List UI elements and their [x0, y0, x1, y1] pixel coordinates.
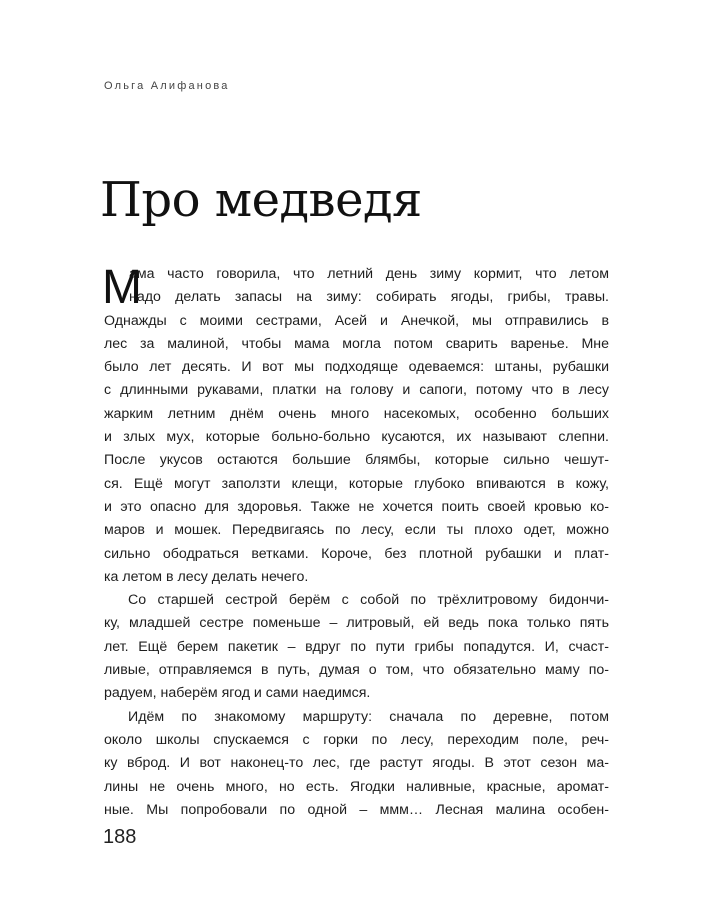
text-line: около школы спускаемся с горки по лесу, переходим поле, реч-: [104, 731, 609, 748]
text-line: Идём по знакомому маршруту: сначала по деревне, потом: [128, 708, 609, 725]
text-line: и злых мух, которые больно-больно кусаются, их называют слепни.: [104, 429, 609, 446]
text-line: ама часто говорила, что летний день зиму кормит, что летом: [129, 266, 609, 282]
text-line: сильно ободраться ветками. Короче, без плотной рубашки и плат-: [104, 545, 609, 562]
chapter-title: Про медведя: [100, 172, 422, 228]
text-line: маров и мошек. Передвигаясь по лесу, если ты плохо одет, можно: [104, 522, 609, 539]
page-number: 188: [103, 826, 137, 848]
text-line: надо делать запасы на зиму: собирать ягоды, грибы, травы.: [129, 289, 609, 306]
text-line: Однажды с моими сестрами, Асей и Анечкой, мы отправились в: [104, 312, 609, 329]
text-line: с длинными рукавами, платки на голову и сапоги, потому что в лесу: [104, 382, 609, 399]
text-line: радуем, наберём ягод и сами наедимся.: [104, 685, 371, 702]
text-line: ку, младшей сестре поменьше – литровый, ей ведь пока только пять: [104, 615, 609, 632]
text-line: ся. Ещё могут заползти клещи, которые глубоко впиваются в кожу,: [104, 475, 609, 492]
running-head: Ольга Алифанова: [104, 80, 230, 92]
text-line: ка летом в лесу делать нечего.: [104, 568, 309, 585]
text-line: лет. Ещё берем пакетик – вдруг по пути грибы попадутся. И, счаст-: [104, 638, 609, 655]
text-line: ливые, отправляемся в путь, думая о том, что обязательно маму по-: [104, 662, 609, 679]
text-line: ные. Мы попробовали по одной – ммм… Лесная малина особен-: [104, 801, 609, 818]
text-line: Со старшей сестрой берём с собой по трёхлитровому бидончи-: [128, 592, 609, 609]
text-line: было лет десять. И вот мы подходяще одеваемся: штаны, рубашки: [104, 359, 609, 376]
text-line: лес за малиной, чтобы мама могла потом сварить варенье. Мне: [104, 335, 609, 352]
text-line: и это опасно для здоровья. Также не хочется поить своей кровью ко-: [104, 498, 609, 515]
body-text: [104, 263, 609, 822]
drop-cap: М: [102, 261, 142, 314]
text-line: ку вброд. И вот наконец-то лес, где растут ягоды. В этот сезон ма-: [104, 755, 609, 772]
text-line: После укусов остаются большие блямбы, которые сильно чешут-: [104, 452, 609, 469]
text-line: жарким летним днём очень много насекомых, особенно больших: [104, 405, 609, 422]
text-line: лины не очень много, но есть. Ягодки наливные, красные, аромат-: [104, 778, 609, 795]
